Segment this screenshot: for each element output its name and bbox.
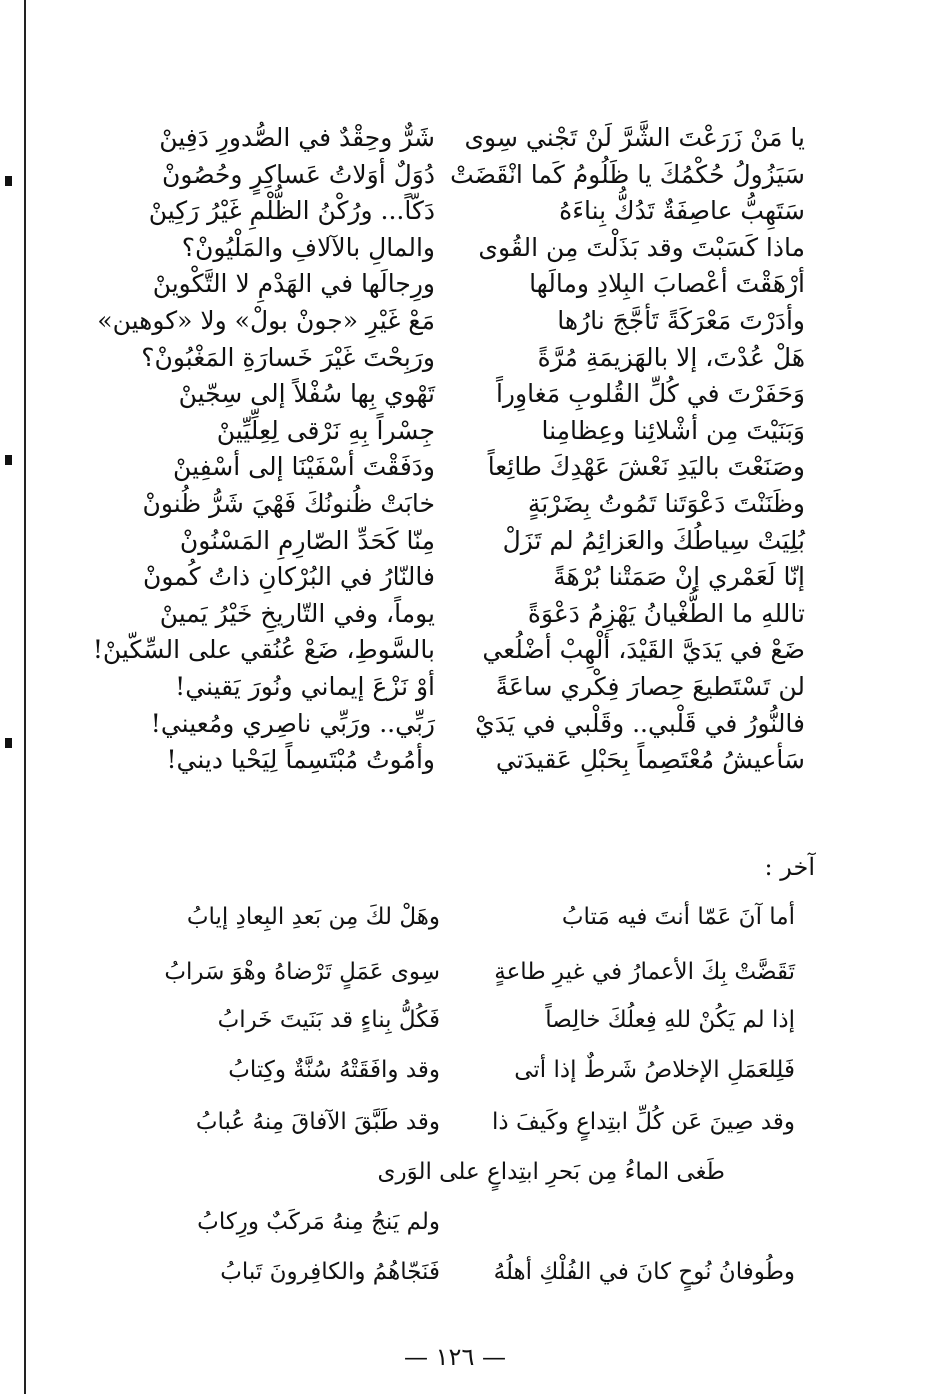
verse-right: سَتَهِبُّ عاصِفَةٌ تَدُكُّ بِناءَهُ — [559, 196, 805, 226]
page-number: — ١٢٦ — — [404, 1343, 506, 1371]
verse-left: والمالِ بالآلافِ والمَلْيُونْ؟ — [181, 232, 435, 262]
verse-center: طَغى الماءُ مِن بَحرِ ابتِداعٍ على الوَرى — [377, 1159, 725, 1185]
verse-left: ولم يَنجُ مِنهُ مَركَبٌ ورِكابُ — [197, 1209, 440, 1235]
verse-left: تَهْوي بِها سُفْلاً إلى سِجّينْ — [178, 379, 435, 409]
verse-right: يا مَنْ زَرَعْتَ الشَّرَّ لَنْ تَجْني سِوى — [464, 123, 805, 152]
verse-left: جِسْراً بِهِ نَرْقى لِعِلِّيِّينْ — [216, 415, 435, 445]
verse-left: سِوى عَمَلٍ تَرْضاهُ وهْوَ سَرابُ — [164, 959, 440, 985]
verse-right: وَحَفَرْتَ في كُلِّ القُلوبِ مَغاوِراً — [495, 379, 805, 409]
edge-mark — [5, 738, 12, 748]
verse-left: بالسَّوطِ، ضَعْ عُنُقي على السِّكّينْ! — [92, 635, 435, 665]
verse-left: خابَتْ ظُنونُكَ فَهْيَ شَرُّ ظُنونْ — [142, 489, 435, 518]
verse-right: فالنُّورُ في قَلْبي.. وقَلْبي في يَدَيْ — [475, 708, 805, 738]
verse-right: إذا لم يَكُنْ للهِ فِعلُكَ خالِصاً — [545, 1007, 795, 1033]
book-page — [92, 118, 815, 1371]
verse-right: وطُوفانُ نُوحٍ كانَ في الفُلْكِ أهلُهُ — [493, 1259, 795, 1285]
edge-mark — [5, 176, 12, 186]
verse-right: بُلِيَتْ سِياطُكَ والعَزائِمُ لم تَزَلْ — [502, 525, 805, 555]
verse-right: وقد صِينَ عَن كُلِّ ابتِداعٍ وكَيفَ ذا — [492, 1109, 795, 1135]
verse-left: مِنّا كَحَدِّ الصّارِمِ المَسْنُونْ — [179, 525, 435, 555]
verse-right: تاللهِ ما الطُّغْيانُ يَهْزِمُ دَعْوَةً — [527, 598, 805, 628]
page-edge-line — [24, 0, 26, 1394]
verse-left: شَرٌّ وحِقْدٌ في الصُّدورِ دَفِينْ — [159, 123, 435, 152]
verse-left: وقد طَبَّقَ الآفاقَ مِنهُ عُبابُ — [195, 1109, 440, 1135]
verse-right: وصَنَعْتَ باليَدِ نَعْشَ عَهْدِكَ طائِعاً — [487, 452, 805, 482]
verse-left: ورَبِحْتَ غَيْرَ خَسارَةِ المَغْبُونْ؟ — [141, 342, 435, 372]
verse-right: هَلْ عُدْتَ، إلا بالهَزيمَةِ مُرَّةً — [537, 342, 805, 372]
verse-left: دُوَلٌ أوَلاتُ عَساكِرٍ وحُصُونْ — [161, 159, 435, 189]
verse-left: فَنَجّاهُمُ والكافِرونَ تَبابُ — [220, 1259, 440, 1285]
verse-left: ورِجالَها في الهَدْمِ لا التَّكْوينْ — [152, 269, 435, 299]
section-title: آخر : — [764, 853, 815, 881]
verse-left: يوماً، وفي التّاريخِ خَيْرُ يَمينْ — [159, 598, 435, 628]
verse-left: وهَلْ لكَ مِن بَعدِ البِعادِ إيابُ — [186, 904, 440, 930]
verse-right: وأدَرْتَ مَعْرَكَةً تَأجَّجَ نارُها — [557, 306, 805, 335]
verse-left: فَكُلُّ بِناءٍ قد بَنَيتَ خَرابُ — [217, 1007, 440, 1033]
verse-right: أرْهَقْتَ أعْصابَ البِلادِ ومالَها — [529, 269, 805, 299]
verse-right: وظَنَنْتَ دَعْوَتَنا تَمُوتُ بِضَرْبَةٍ — [527, 489, 805, 518]
verse-right: سَأعيشُ مُعْتَصِماً بِحَبْلِ عَقيدَتي — [495, 745, 805, 775]
verse-right: إنّا لَعَمْري إنْ صَمَتْنا بُرْهَةً — [553, 562, 805, 592]
verse-left: رَبِّي.. ورَبِّي ناصِري ومُعيني! — [150, 708, 435, 738]
verse-left: مَعْ غَيْرِ «جونْ بولْ» ولا «كوهين» — [97, 306, 435, 335]
verse-right: سَيَزُولُ حُكْمُكَ يا ظَلُومُ كَما انْقَضَتْ — [450, 159, 805, 189]
verse-right: وَبَنَيْتَ مِن أشْلائِنا وعِظامِنا — [541, 415, 805, 445]
verse-right: أما آنَ عَمّا أنتَ فيه مَتابُ — [561, 904, 795, 930]
verse-right: تَقَضَّتْ بِكَ الأعمارُ في غيرِ طاعةٍ — [494, 959, 795, 985]
edge-mark — [5, 455, 12, 465]
verse-right: فَلِلعَمَلِ الإخلاصُ شَرطٌ إذا أتى — [514, 1057, 795, 1083]
verse-right: لن تَسْتَطيعَ حِصارَ فِكْري ساعَةً — [495, 672, 805, 701]
verse-right: ضَعْ في يَدَيَّ القَيْدَ، ألْهِبْ أضْلُعي — [482, 635, 805, 665]
verse-left: دَكّاً... ورُكْنُ الظُّلْمِ غَيْرُ رَكِينْ — [148, 196, 435, 226]
verse-left: وقد وافَقَتْهُ سُنَّةٌ وكِتابُ — [228, 1057, 440, 1083]
verse-left: أوْ نَزْعَ إيماني ونُورَ يَقيني! — [175, 672, 435, 701]
verse-right: ماذا كَسَبْتَ وقد بَذَلْتَ مِن القُوى — [478, 232, 805, 262]
verse-left: ودَفَقْتَ أسْفَيْنَا إلى أسْفِينْ — [173, 452, 435, 482]
verse-left: وأمُوتُ مُبْتَسِماً لِيَحْيا ديني! — [166, 745, 435, 775]
verse-left: فالنّارُ في البُرْكانِ ذاتُ كُمونْ — [142, 562, 435, 592]
